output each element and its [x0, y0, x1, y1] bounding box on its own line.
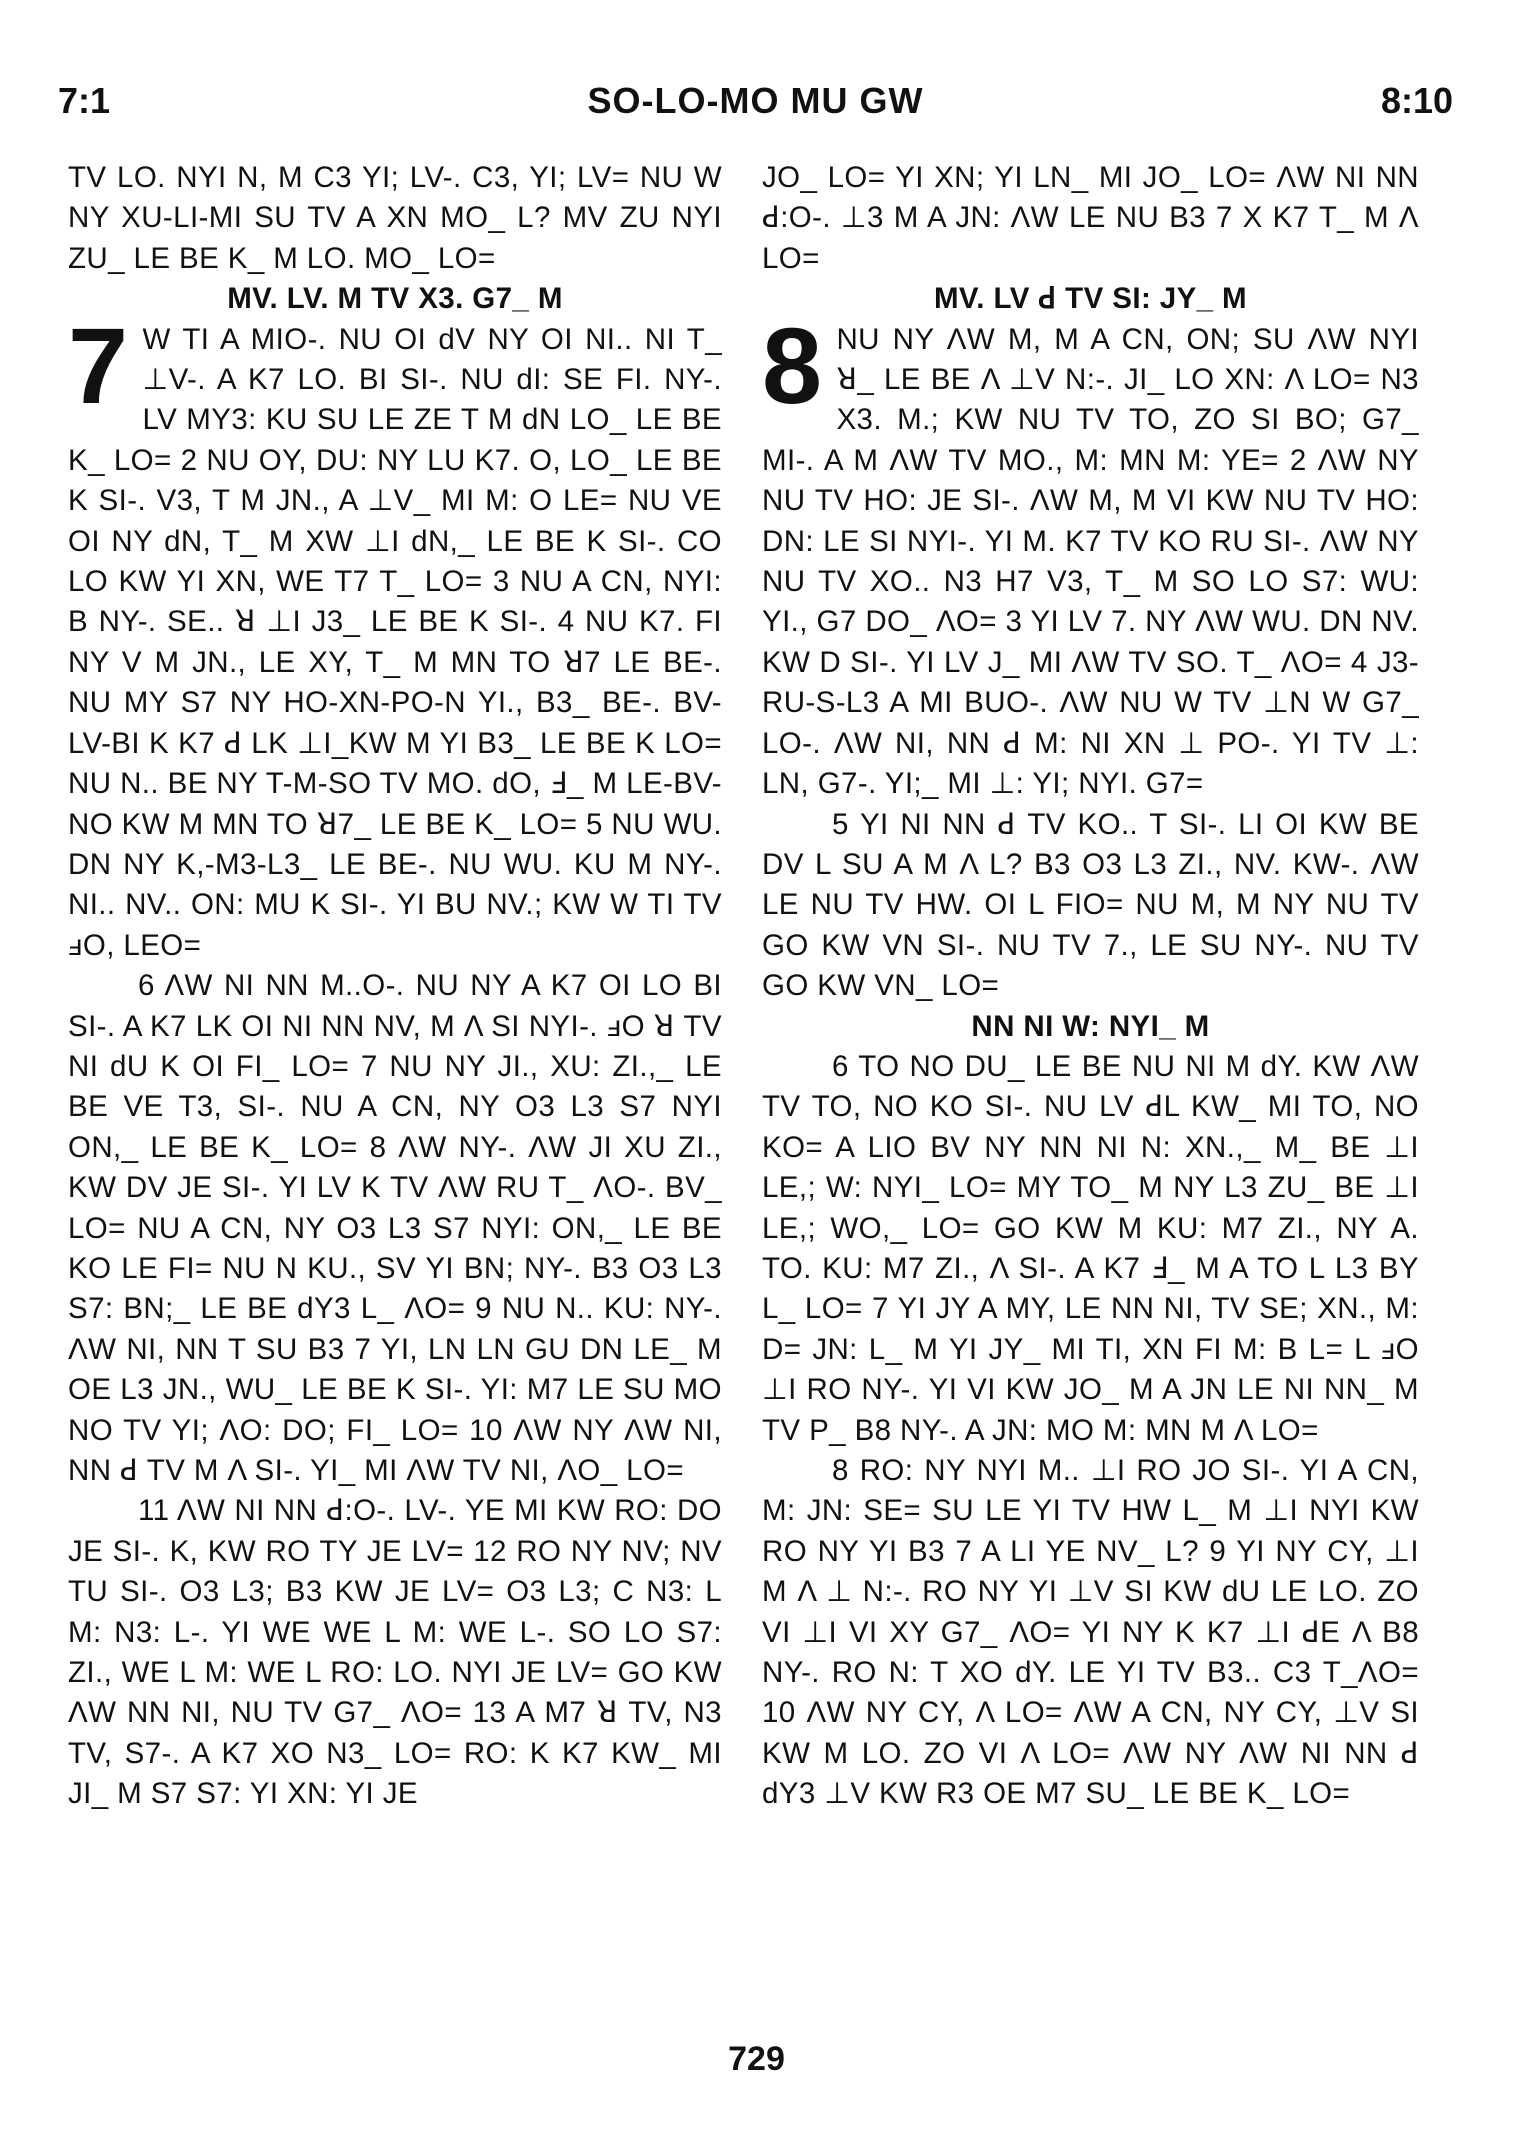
- page-number: 729: [728, 2040, 785, 2078]
- right-column: [762, 158, 1419, 1815]
- left-section-heading: MV. LV. M TV X3. G7_ M: [227, 282, 563, 316]
- header-left-reference: 7:1: [58, 80, 111, 121]
- verse-6-right-paragraph: 6 TO NO DU_ LE BE NU NI M dY. KW ΛW TV TO, NO KO SI-. NU LV ꓒL KW_ MI TO, NO KO= A LIO BV NY NN NI N: XN.,_ M_ BE ⊥I LE,; W: NYI_ LO= MY TO_ M NY L3 ZU_ BE ⊥I LE,; WO,_ LO= GO KW M KU: M7 ZI., NY A. TO. KU: M7 ZI., Λ SI-. A K7 Ⅎ_ M A TO L L3 BY L_ LO= 7 YI JY A MY, LE NN NI, TV SE; XN., M: D= JN: L_ M YI JY_ MI TI, XN FI M: B L= L ⅎO ⊥I RO NY-. YI VI KW JO_ M A JN LE NI NN_ M TV P_ B8 NY-. A JN: MO M: MN M Λ LO=: [762, 1049, 1419, 1447]
- page-header: [58, 80, 1453, 130]
- left-intro-paragraph: TV LO. NYI N, M C3 YI; LV-. C3, YI; LV= NU W NY XU-LI-MI SU TV A XN MO_ L? MV ZU NYI ZU_ LE BE K_ M LO. MO_ LO=: [68, 161, 722, 275]
- chapter-number-7: 7: [68, 304, 129, 426]
- header-right-reference: 8:10: [1380, 80, 1453, 121]
- chapter-number-8: 8: [762, 304, 823, 426]
- verse-8-paragraph: 8 RO: NY NYI M.. ⊥I RO JO SI-. YI A CN, M: JN: SE= SU LE YI TV HW L_ M ⊥I NYI KW RO NY YI B3 7 A LI YE NV_ L? 9 YI NY CY, ⊥I M Λ ⊥ N:-. RO NY YI ⊥V SI KW dU LE LO. ZO VI ⊥I VI XY G7_ ΛO= YI NY K K7 ⊥I ꓒE Λ B8 NY-. RO N: T XO dY. LE YI TV B3.. C3 T_ΛO= 10 ΛW NY CY, Λ LO= ΛW A CN, NY CY, ⊥V SI KW M LO. ZO VI Λ LO= ΛW NY ΛW NI NN ꓒ dY3 ⊥V KW R3 OE M7 SU_ LE BE K_ LO=: [762, 1454, 1419, 1811]
- verse-11-paragraph: 11 ΛW NI NN ꓒ:O-. LV-. YE MI KW RO: DO JE SI-. K, KW RO TY JE LV= 12 RO NY NV; NV TU SI-. O3 L3; B3 KW JE LV= O3 L3; C N3: L M: N3: L-. YI WE WE L M: WE L-. SO LO S7: ZI., WE L M: WE L RO: LO. NYI JE LV= GO KW ΛW NN NI, NU TV G7_ ΛO= 13 A M7 ꓤ TV, N3 TV, S7-. A K7 XO N3_ LO= RO: K K7 KW_ MI JI_ M S7 S7: YI XN: YI JE: [68, 1494, 722, 1811]
- left-column: [68, 158, 722, 1815]
- chapter-7-block: [68, 304, 722, 967]
- right-section-heading: MV. LV ꓒ TV SI: JY_ M: [933, 282, 1248, 316]
- chapter-8-text: NU NY ΛW M, M A CN, ON; SU ΛW NYI ꓤ_ LE BE Λ ⊥V N:-. JI_ LO XN: Λ LO= N3 X3. M.; KW NU TV TO, ZO SI BO; G7_ MI-. A M ΛW TV MO., M: MN M: YE= 2 ΛW NY NU TV HO: JE SI-. ΛW M, M VI KW NU TV HO: DN: LE SI NYI-. YI M. K7 TV KO RU SI-. ΛW NY NU TV XO.. N3 H7 V3, T_ M SO LO S7: WU: YI., G7 DO_ ΛO= 3 YI LV 7. NY ΛW WU. DN NV. KW D SI-. YI LV J_ MI ΛW TV SO. T_ ΛO= 4 J3-RU-S-L3 A MI BUO-. ΛW NU W TV ⊥N W G7_ LO-. ΛW NI, NN ꓒ M: NI XN ⊥ PO-. YI TV ⊥: LN, G7-. YI;_ MI ⊥: YI; NYI. G7=: [762, 322, 1419, 801]
- right-intro-paragraph: JO_ LO= YI XN; YI LN_ MI JO_ LO= ΛW NI NN ꓒ:O-. ⊥3 M A JN: ΛW LE NU B3 7 X K7 T_ M Λ LO=: [762, 161, 1419, 275]
- header-book-title: SO-LO-MO MU GW: [587, 80, 924, 121]
- verse-5-paragraph: 5 YI NI NN ꓒ TV KO.. T SI-. LI OI KW BE DV L SU A M Λ L? B3 O3 L3 ZI., NV. KW-. ΛW LE NU TV HW. OI L FIO= NU M, M NY NU TV GO KW VN SI-. NU TV 7., LE SU NY-. NU TV GO KW VN_ LO=: [762, 807, 1419, 1003]
- verse-6-paragraph: 6 ΛW NI NN M..O-. NU NY A K7 OI LO BI SI-. A K7 LK OI NI NN NV, M Λ SI NYI-. ⅎO ꓤ TV NI dU K OI FI_ LO= 7 NU NY JI., XU: ZI.,_ LE BE VE T3, SI-. NU A CN, NY O3 L3 S7 NYI ON,_ LE BE K_ LO= 8 ΛW NY-. ΛW JI XU ZI., KW DV JE SI-. YI LV K TV ΛW RU T_ ΛO-. BV_ LO= NU A CN, NY O3 L3 S7 NYI: ON,_ LE BE KO LE FI= NU N KU., SV YI BN; NY-. B3 O3 L3 S7: BN;_ LE BE dY3 L_ ΛO= 9 NU N.. KU: NY-. ΛW NI, NN T SU B3 7 YI, LN LN GU DN LE_ M OE L3 JN., WU_ LE BE K SI-. YI: M7 LE SU MO NO TV YI; ΛO: DO; FI_ LO= 10 ΛW NY ΛW NI, NN ꓒ TV M Λ SI-. YI_ MI ΛW TV NI, ΛO_ LO=: [68, 969, 722, 1487]
- chapter-7-text: W TI A MIO-. NU OI dV NY OI NI.. NI T_ ⊥V-. A K7 LO. BI SI-. NU dI: SE FI. NY-. LV MY3: KU SU LE ZE T M dN LO_ LE BE K_ LO= 2 NU OY, DU: NY LU K7. O, LO_ LE BE K SI-. V3, T M JN., A ⊥V_ MI M: O LE= NU VE OI NY dN, T_ M XW ⊥I dN,_ LE BE K SI-. CO LO KW YI XN, WE T7 T_ LO= 3 NU A CN, NYI: B NY-. SE.. ꓤ ⊥I J3_ LE BE K SI-. 4 NU K7. FI NY V M JN., LE XY, T_ M MN TO ꓤ7 LE BE-. NU MY S7 NY HO-XN-PO-N YI., B3_ BE-. BV-LV-BI K K7 ꓒ LK ⊥I_KW M YI B3_ LE BE K LO= NU N.. BE NY T-M-SO TV MO. dO, Ⅎ_ M LE-BV-NO KW M MN TO ꓤ7_ LE BE K_ LO= 5 NU WU. DN NY K,-M3-L3_ LE BE-. NU WU. KU M NY-. NI.. NV.. ON: MU K SI-. YI BU NV.; KW W TI TV ⅎO, LEO=: [68, 322, 722, 962]
- right-subheading: NN NI W: NYI_ M: [971, 1009, 1210, 1043]
- chapter-8-block: [762, 304, 1419, 805]
